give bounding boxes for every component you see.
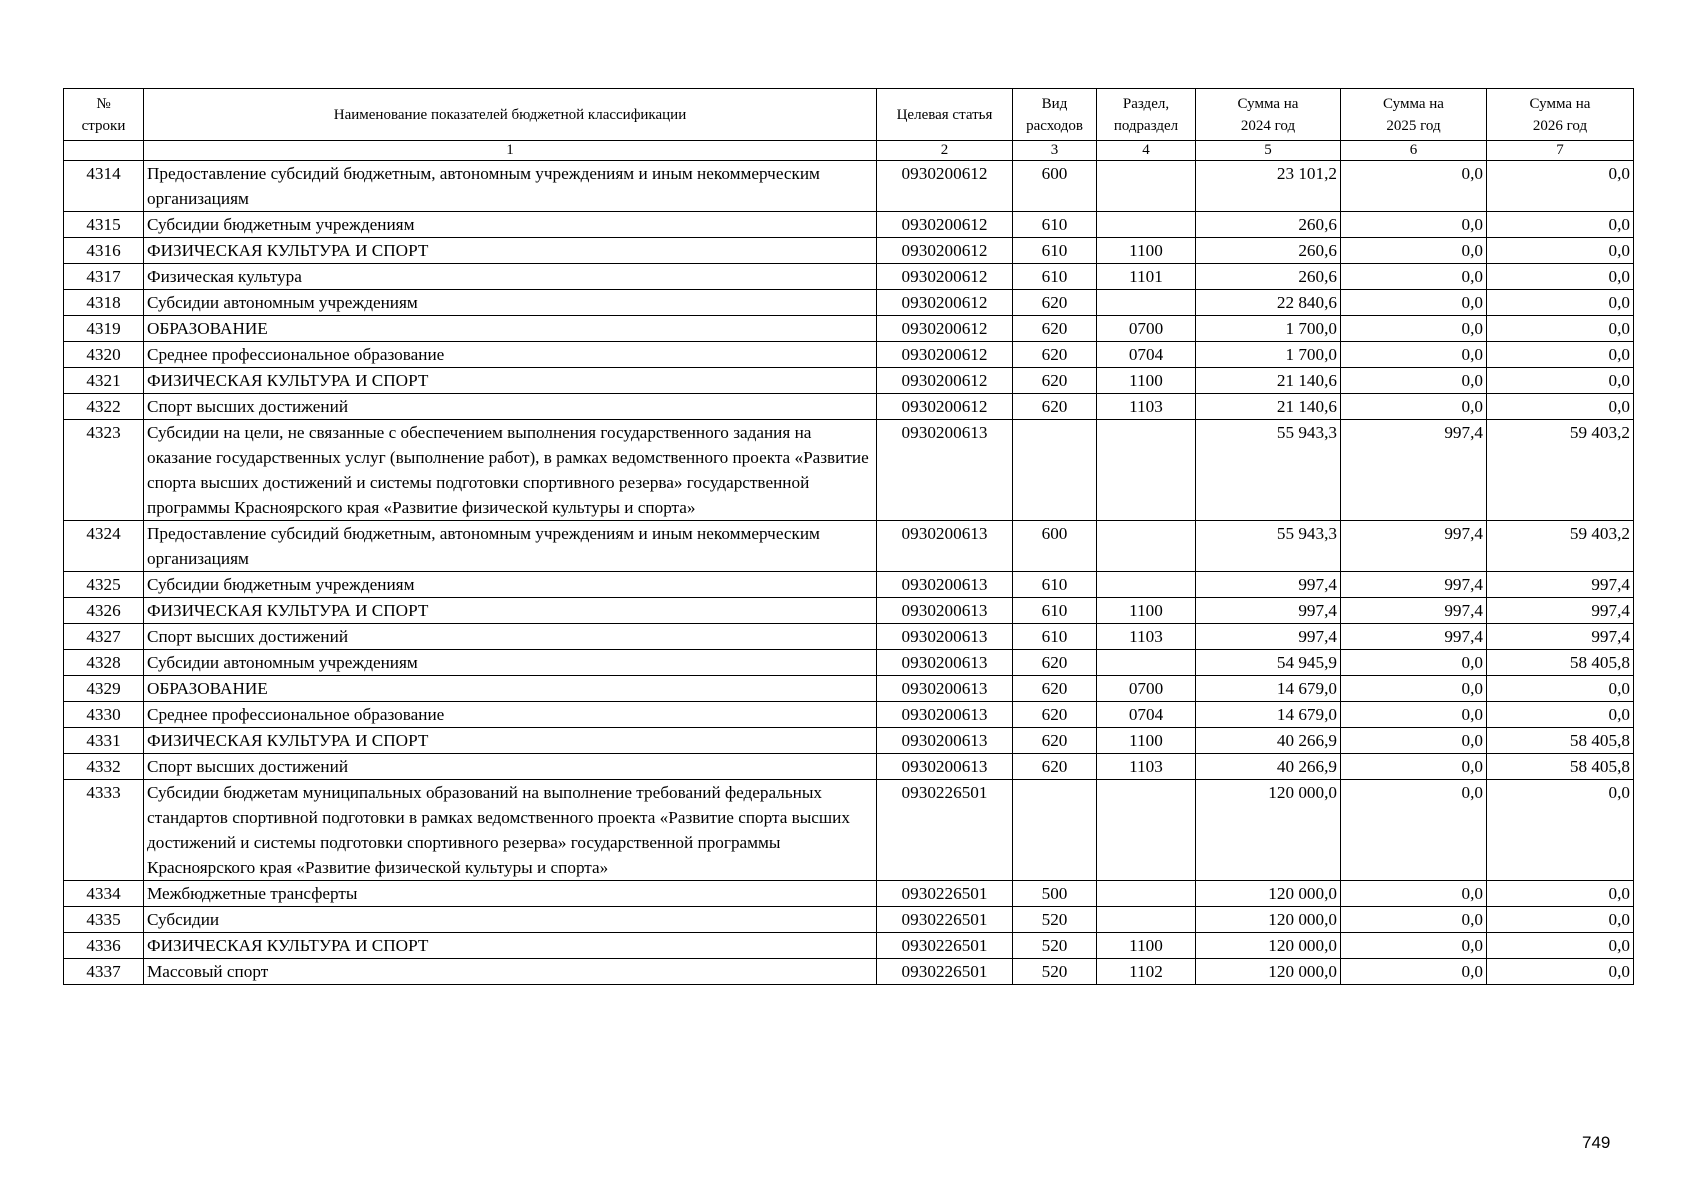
table-row	[64, 881, 1634, 907]
expense-type: 620	[1013, 754, 1097, 780]
sum-2024: 120 000,0	[1196, 881, 1341, 907]
column-number-row	[64, 141, 1634, 161]
section-code: 1103	[1097, 624, 1196, 650]
target-article: 0930200613	[877, 702, 1013, 728]
sum-2025: 0,0	[1341, 264, 1487, 290]
row-number: 4331	[64, 728, 144, 754]
sum-2025: 0,0	[1341, 394, 1487, 420]
target-article: 0930200613	[877, 521, 1013, 572]
header-expense-type: Вид расходов	[1013, 89, 1097, 141]
indicator-name: Спорт высших достижений	[144, 624, 877, 650]
indicator-name: Субсидии на цели, не связанные с обеспечением выполнения государственного задания на оказание государственных услуг (выполнение работ), в рамках ведомственного проекта «Развитие спорта высших достижений и системы подготовки спортивного резерва» государственной программы Красноярского края «Развитие физической культуры и спорта»	[144, 420, 877, 521]
target-article: 0930200613	[877, 624, 1013, 650]
table-row	[64, 238, 1634, 264]
row-number: 4323	[64, 420, 144, 521]
sum-2024: 23 101,2	[1196, 161, 1341, 212]
sum-2026: 0,0	[1487, 264, 1634, 290]
sum-2026: 59 403,2	[1487, 521, 1634, 572]
table-row	[64, 907, 1634, 933]
table-row	[64, 754, 1634, 780]
sum-2026: 0,0	[1487, 959, 1634, 985]
section-code: 0700	[1097, 676, 1196, 702]
column-number-blank	[64, 141, 144, 161]
sum-2025: 0,0	[1341, 161, 1487, 212]
sum-2025: 0,0	[1341, 212, 1487, 238]
row-number: 4314	[64, 161, 144, 212]
target-article: 0930200612	[877, 161, 1013, 212]
sum-2024: 120 000,0	[1196, 780, 1341, 881]
indicator-name: Межбюджетные трансферты	[144, 881, 877, 907]
row-number: 4334	[64, 881, 144, 907]
expense-type: 610	[1013, 624, 1097, 650]
sum-2024: 1 700,0	[1196, 342, 1341, 368]
section-code	[1097, 161, 1196, 212]
header-row	[64, 89, 1634, 141]
expense-type: 500	[1013, 881, 1097, 907]
indicator-name: Среднее профессиональное образование	[144, 342, 877, 368]
sum-2026: 0,0	[1487, 702, 1634, 728]
sum-2026: 0,0	[1487, 676, 1634, 702]
table-row	[64, 676, 1634, 702]
sum-2025: 0,0	[1341, 754, 1487, 780]
row-number: 4325	[64, 572, 144, 598]
header-sum-2024: Сумма на 2024 год	[1196, 89, 1341, 141]
section-code	[1097, 907, 1196, 933]
target-article: 0930200613	[877, 676, 1013, 702]
sum-2024: 997,4	[1196, 624, 1341, 650]
sum-2026: 0,0	[1487, 933, 1634, 959]
target-article: 0930200612	[877, 264, 1013, 290]
target-article: 0930200612	[877, 368, 1013, 394]
table-row	[64, 598, 1634, 624]
indicator-name: ОБРАЗОВАНИЕ	[144, 676, 877, 702]
target-article: 0930226501	[877, 881, 1013, 907]
sum-2026: 0,0	[1487, 907, 1634, 933]
table-row	[64, 650, 1634, 676]
indicator-name: Субсидии автономным учреждениям	[144, 650, 877, 676]
target-article: 0930200612	[877, 394, 1013, 420]
section-code: 1100	[1097, 368, 1196, 394]
expense-type: 620	[1013, 368, 1097, 394]
sum-2026: 58 405,8	[1487, 728, 1634, 754]
sum-2024: 14 679,0	[1196, 702, 1341, 728]
expense-type: 620	[1013, 290, 1097, 316]
sum-2025: 997,4	[1341, 521, 1487, 572]
sum-2026: 0,0	[1487, 780, 1634, 881]
column-number: 2	[877, 141, 1013, 161]
column-number: 7	[1487, 141, 1634, 161]
target-article: 0930226501	[877, 907, 1013, 933]
table-row	[64, 290, 1634, 316]
budget-table	[63, 88, 1634, 985]
target-article: 0930200613	[877, 754, 1013, 780]
row-number: 4318	[64, 290, 144, 316]
row-number: 4315	[64, 212, 144, 238]
row-number: 4327	[64, 624, 144, 650]
section-code	[1097, 881, 1196, 907]
target-article: 0930200613	[877, 650, 1013, 676]
table-row	[64, 702, 1634, 728]
sum-2024: 1 700,0	[1196, 316, 1341, 342]
table-row	[64, 264, 1634, 290]
expense-type: 620	[1013, 394, 1097, 420]
table-row	[64, 780, 1634, 881]
sum-2025: 997,4	[1341, 572, 1487, 598]
section-code: 1102	[1097, 959, 1196, 985]
sum-2026: 997,4	[1487, 624, 1634, 650]
sum-2026: 0,0	[1487, 368, 1634, 394]
table-row	[64, 521, 1634, 572]
indicator-name: ФИЗИЧЕСКАЯ КУЛЬТУРА И СПОРТ	[144, 598, 877, 624]
sum-2024: 997,4	[1196, 598, 1341, 624]
sum-2025: 0,0	[1341, 368, 1487, 394]
sum-2025: 0,0	[1341, 933, 1487, 959]
indicator-name: Субсидии бюджетным учреждениям	[144, 212, 877, 238]
indicator-name: Физическая культура	[144, 264, 877, 290]
page-number: 749	[1582, 1133, 1611, 1152]
indicator-name: Среднее профессиональное образование	[144, 702, 877, 728]
section-code	[1097, 212, 1196, 238]
target-article: 0930226501	[877, 780, 1013, 881]
section-code	[1097, 572, 1196, 598]
target-article: 0930226501	[877, 959, 1013, 985]
expense-type	[1013, 420, 1097, 521]
table-row	[64, 959, 1634, 985]
sum-2025: 0,0	[1341, 907, 1487, 933]
row-number: 4337	[64, 959, 144, 985]
header-sum-2025: Сумма на 2025 год	[1341, 89, 1487, 141]
section-code: 0704	[1097, 702, 1196, 728]
sum-2024: 120 000,0	[1196, 933, 1341, 959]
sum-2024: 260,6	[1196, 212, 1341, 238]
indicator-name: Предоставление субсидий бюджетным, автономным учреждениям и иным некоммерческим организациям	[144, 161, 877, 212]
sum-2025: 0,0	[1341, 959, 1487, 985]
sum-2025: 0,0	[1341, 342, 1487, 368]
sum-2026: 0,0	[1487, 342, 1634, 368]
indicator-name: Субсидии автономным учреждениям	[144, 290, 877, 316]
expense-type: 520	[1013, 907, 1097, 933]
indicator-name: Субсидии	[144, 907, 877, 933]
sum-2026: 59 403,2	[1487, 420, 1634, 521]
expense-type: 610	[1013, 598, 1097, 624]
table-body	[64, 161, 1634, 985]
row-number: 4321	[64, 368, 144, 394]
sum-2025: 0,0	[1341, 316, 1487, 342]
expense-type: 600	[1013, 161, 1097, 212]
row-number: 4333	[64, 780, 144, 881]
section-code: 1100	[1097, 933, 1196, 959]
expense-type: 520	[1013, 933, 1097, 959]
target-article: 0930200612	[877, 316, 1013, 342]
sum-2024: 55 943,3	[1196, 521, 1341, 572]
sum-2025: 0,0	[1341, 650, 1487, 676]
indicator-name: Субсидии бюджетам муниципальных образований на выполнение требований федеральных стандартов спортивной подготовки в рамках ведомственного проекта «Развитие спорта высших достижений и системы подготовки спортивного резерва» государственной программы Красноярского края «Развитие физической культуры и спорта»	[144, 780, 877, 881]
indicator-name: Субсидии бюджетным учреждениям	[144, 572, 877, 598]
expense-type: 520	[1013, 959, 1097, 985]
sum-2026: 0,0	[1487, 881, 1634, 907]
section-code: 0704	[1097, 342, 1196, 368]
expense-type: 620	[1013, 702, 1097, 728]
table-row	[64, 933, 1634, 959]
column-number: 5	[1196, 141, 1341, 161]
expense-type: 620	[1013, 316, 1097, 342]
table-row	[64, 161, 1634, 212]
table-row	[64, 572, 1634, 598]
sum-2024: 997,4	[1196, 572, 1341, 598]
indicator-name: Спорт высших достижений	[144, 394, 877, 420]
section-code	[1097, 420, 1196, 521]
expense-type: 620	[1013, 342, 1097, 368]
indicator-name: Массовый спорт	[144, 959, 877, 985]
sum-2024: 21 140,6	[1196, 368, 1341, 394]
section-code	[1097, 780, 1196, 881]
indicator-name: ФИЗИЧЕСКАЯ КУЛЬТУРА И СПОРТ	[144, 728, 877, 754]
sum-2025: 997,4	[1341, 420, 1487, 521]
sum-2026: 58 405,8	[1487, 754, 1634, 780]
expense-type: 600	[1013, 521, 1097, 572]
sum-2026: 0,0	[1487, 212, 1634, 238]
sum-2025: 0,0	[1341, 676, 1487, 702]
section-code	[1097, 650, 1196, 676]
row-number: 4317	[64, 264, 144, 290]
section-code: 1100	[1097, 598, 1196, 624]
column-number: 6	[1341, 141, 1487, 161]
section-code: 0700	[1097, 316, 1196, 342]
target-article: 0930200613	[877, 728, 1013, 754]
target-article: 0930226501	[877, 933, 1013, 959]
row-number: 4319	[64, 316, 144, 342]
expense-type: 620	[1013, 676, 1097, 702]
target-article: 0930200613	[877, 572, 1013, 598]
row-number: 4330	[64, 702, 144, 728]
column-number: 3	[1013, 141, 1097, 161]
section-code	[1097, 521, 1196, 572]
row-number: 4322	[64, 394, 144, 420]
sum-2026: 58 405,8	[1487, 650, 1634, 676]
sum-2025: 0,0	[1341, 238, 1487, 264]
sum-2026: 997,4	[1487, 598, 1634, 624]
indicator-name: Спорт высших достижений	[144, 754, 877, 780]
target-article: 0930200613	[877, 598, 1013, 624]
sum-2024: 260,6	[1196, 238, 1341, 264]
expense-type: 610	[1013, 238, 1097, 264]
sum-2025: 0,0	[1341, 290, 1487, 316]
sum-2025: 997,4	[1341, 624, 1487, 650]
row-number: 4335	[64, 907, 144, 933]
header-row-number: № строки	[64, 89, 144, 141]
header-indicator-name: Наименование показателей бюджетной классификации	[144, 89, 877, 141]
indicator-name: ФИЗИЧЕСКАЯ КУЛЬТУРА И СПОРТ	[144, 933, 877, 959]
section-code	[1097, 290, 1196, 316]
header-sum-2026: Сумма на 2026 год	[1487, 89, 1634, 141]
sum-2024: 14 679,0	[1196, 676, 1341, 702]
table-row	[64, 212, 1634, 238]
target-article: 0930200613	[877, 420, 1013, 521]
section-code: 1100	[1097, 238, 1196, 264]
sum-2024: 40 266,9	[1196, 754, 1341, 780]
sum-2025: 0,0	[1341, 780, 1487, 881]
table-row	[64, 342, 1634, 368]
expense-type: 610	[1013, 212, 1097, 238]
indicator-name: ФИЗИЧЕСКАЯ КУЛЬТУРА И СПОРТ	[144, 368, 877, 394]
expense-type: 620	[1013, 650, 1097, 676]
sum-2024: 260,6	[1196, 264, 1341, 290]
row-number: 4332	[64, 754, 144, 780]
indicator-name: ОБРАЗОВАНИЕ	[144, 316, 877, 342]
sum-2024: 21 140,6	[1196, 394, 1341, 420]
indicator-name: Предоставление субсидий бюджетным, автономным учреждениям и иным некоммерческим организациям	[144, 521, 877, 572]
sum-2024: 55 943,3	[1196, 420, 1341, 521]
sum-2026: 0,0	[1487, 290, 1634, 316]
sum-2025: 0,0	[1341, 702, 1487, 728]
target-article: 0930200612	[877, 238, 1013, 264]
table-row	[64, 368, 1634, 394]
row-number: 4324	[64, 521, 144, 572]
target-article: 0930200612	[877, 342, 1013, 368]
indicator-name: ФИЗИЧЕСКАЯ КУЛЬТУРА И СПОРТ	[144, 238, 877, 264]
column-number: 4	[1097, 141, 1196, 161]
row-number: 4329	[64, 676, 144, 702]
table-row	[64, 394, 1634, 420]
header-target-article: Целевая статья	[877, 89, 1013, 141]
section-code: 1100	[1097, 728, 1196, 754]
table-row	[64, 316, 1634, 342]
target-article: 0930200612	[877, 290, 1013, 316]
expense-type: 610	[1013, 264, 1097, 290]
sum-2026: 0,0	[1487, 394, 1634, 420]
sum-2026: 0,0	[1487, 316, 1634, 342]
sum-2024: 40 266,9	[1196, 728, 1341, 754]
sum-2026: 0,0	[1487, 238, 1634, 264]
sum-2026: 997,4	[1487, 572, 1634, 598]
table-row	[64, 728, 1634, 754]
row-number: 4316	[64, 238, 144, 264]
expense-type	[1013, 780, 1097, 881]
section-code: 1103	[1097, 394, 1196, 420]
row-number: 4328	[64, 650, 144, 676]
sum-2024: 22 840,6	[1196, 290, 1341, 316]
row-number: 4320	[64, 342, 144, 368]
table-row	[64, 420, 1634, 521]
sum-2024: 120 000,0	[1196, 907, 1341, 933]
sum-2025: 997,4	[1341, 598, 1487, 624]
expense-type: 620	[1013, 728, 1097, 754]
row-number: 4326	[64, 598, 144, 624]
sum-2024: 120 000,0	[1196, 959, 1341, 985]
column-number: 1	[144, 141, 877, 161]
sum-2024: 54 945,9	[1196, 650, 1341, 676]
header-section: Раздел, подраздел	[1097, 89, 1196, 141]
section-code: 1103	[1097, 754, 1196, 780]
sum-2025: 0,0	[1341, 728, 1487, 754]
expense-type: 610	[1013, 572, 1097, 598]
table-row	[64, 624, 1634, 650]
sum-2026: 0,0	[1487, 161, 1634, 212]
section-code: 1101	[1097, 264, 1196, 290]
row-number: 4336	[64, 933, 144, 959]
sum-2025: 0,0	[1341, 881, 1487, 907]
target-article: 0930200612	[877, 212, 1013, 238]
